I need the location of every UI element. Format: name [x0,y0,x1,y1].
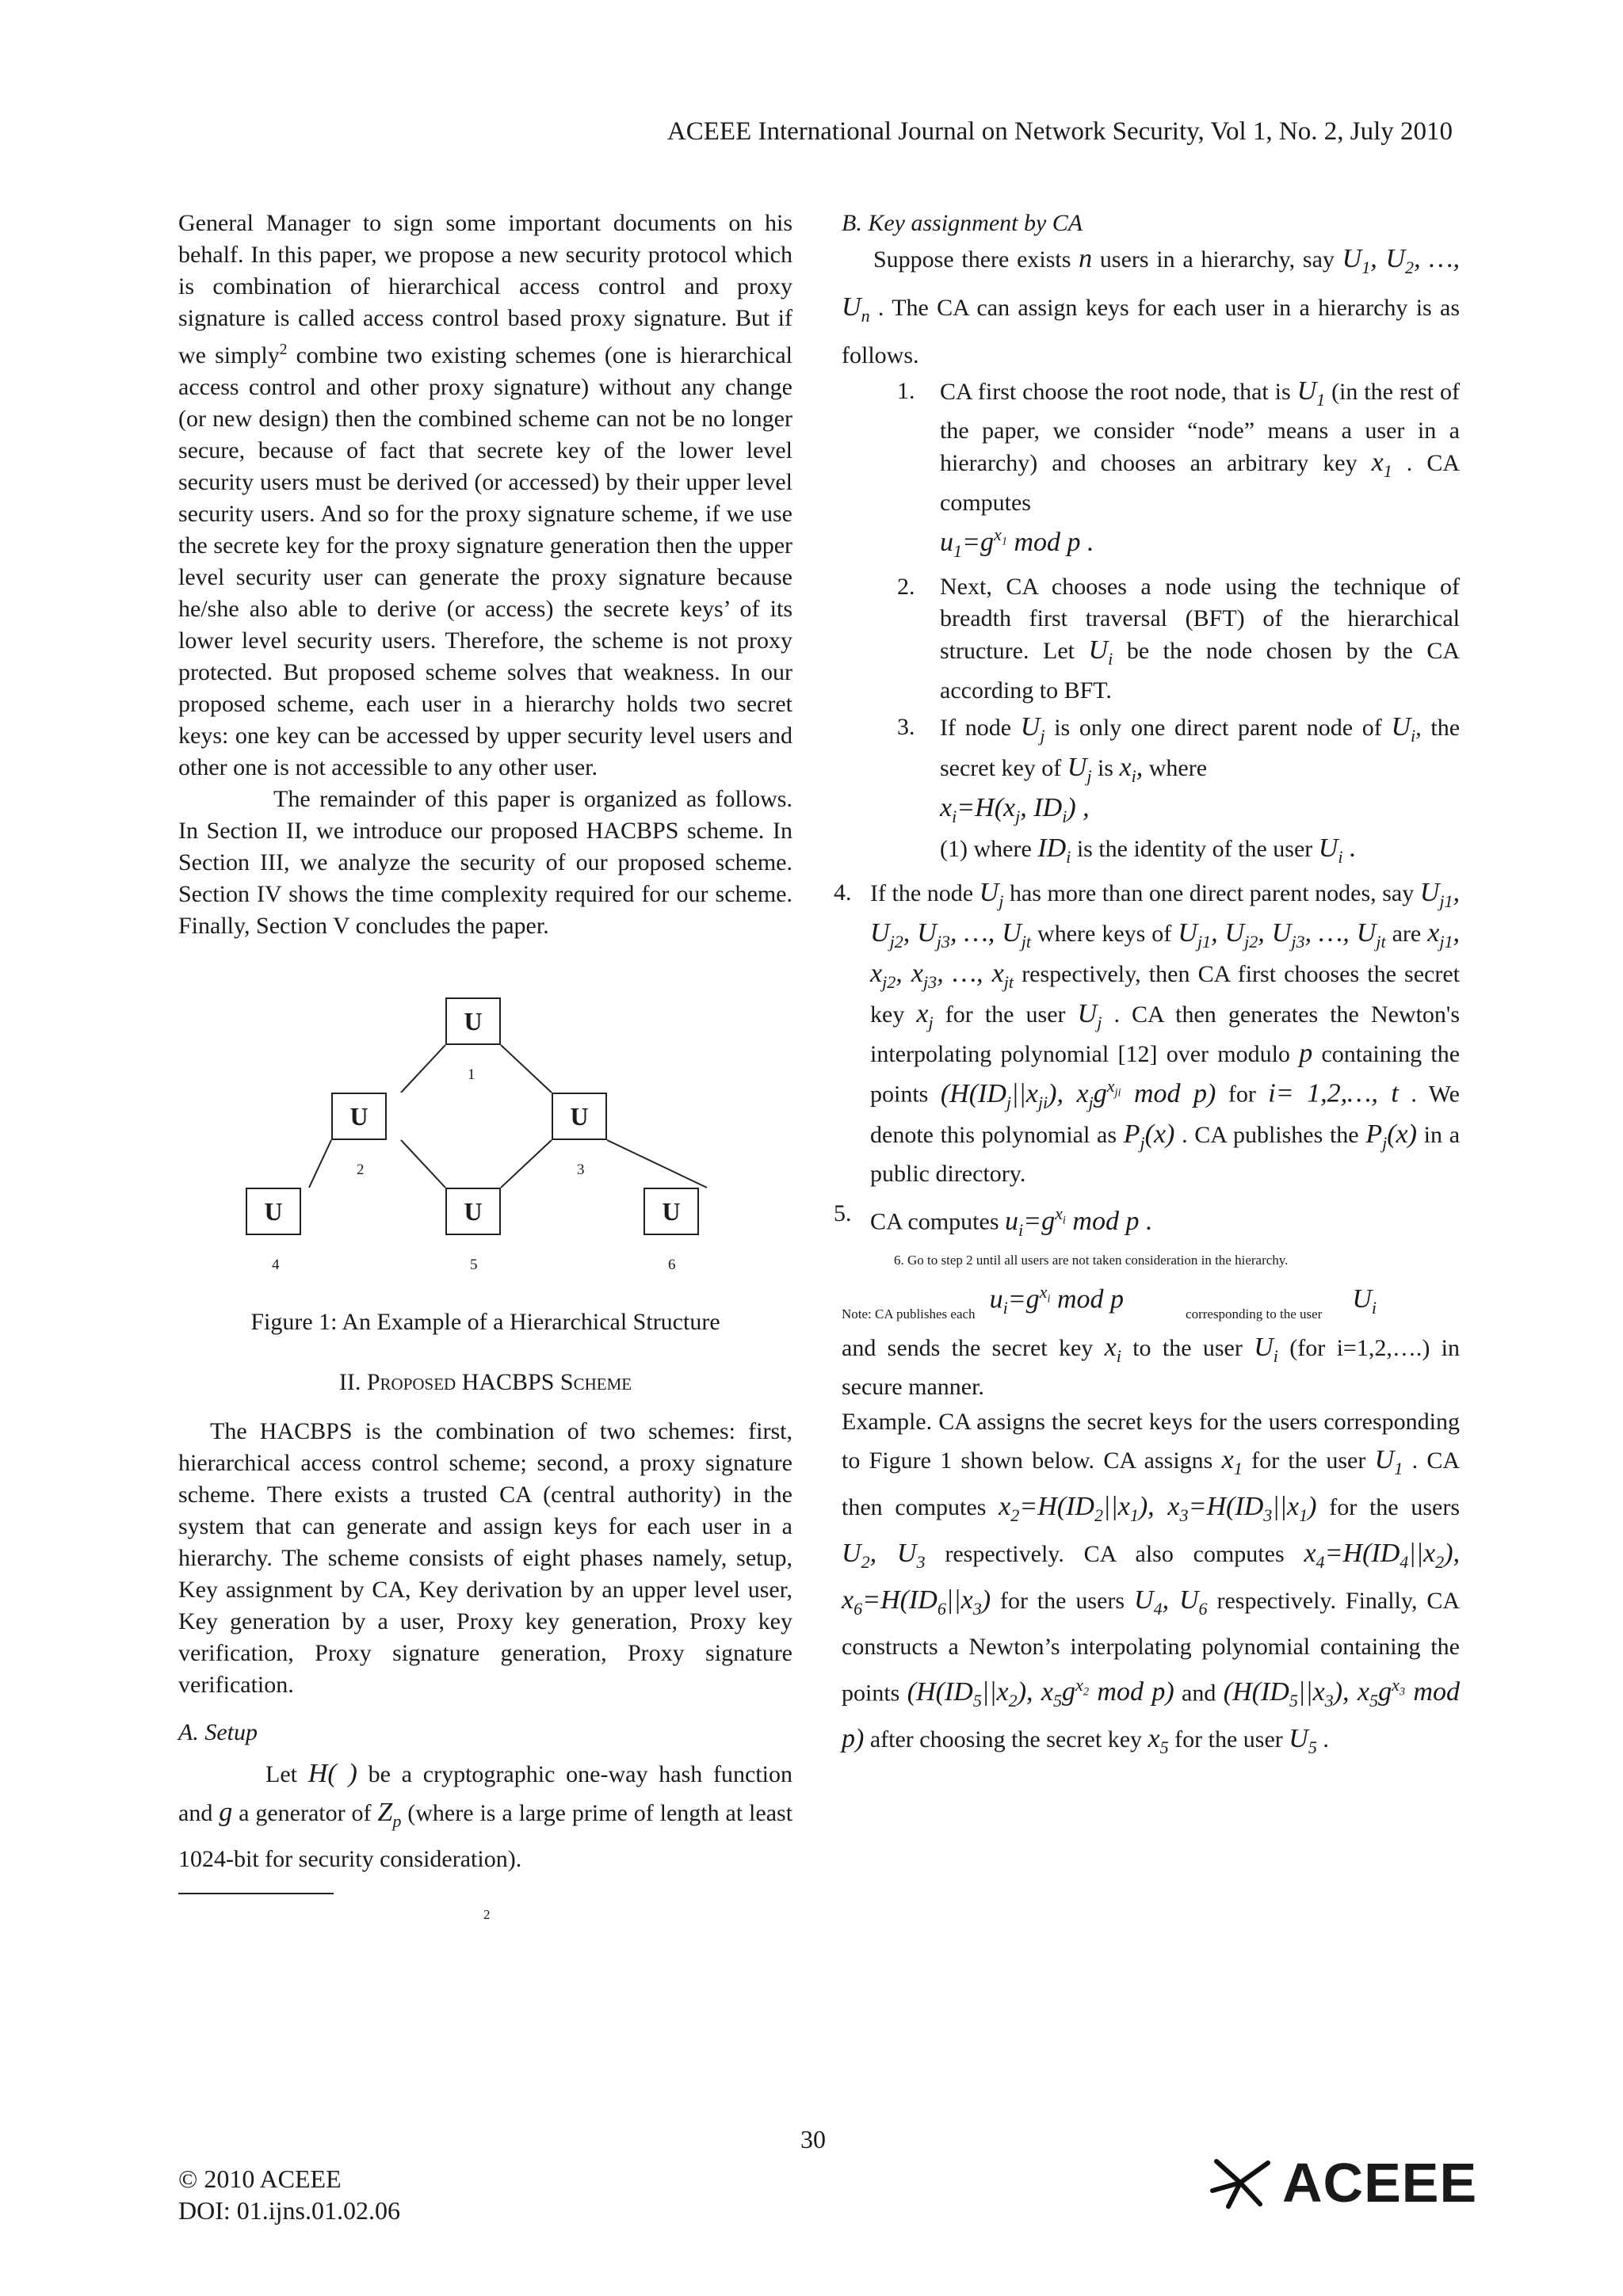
step-2: 2. Next, CA chooses a node using the technique of breadth first traversal (BFT) of the hierarchical structure. Let $U_i$ be the node chosen by the CA according to BFT. [897,574,1461,704]
node-label-1: 1 [468,1066,475,1083]
section-title: II. Proposed HACBPS Scheme [338,1369,632,1395]
node-u3: U [552,1093,607,1140]
right-column [834,208,1461,1767]
page-number: 30 [800,2125,826,2153]
aceee-logo-icon [1205,2155,1276,2210]
example-paragraph: Example. CA assigns the secret keys for the users corresponding to Figure 1 shown below. CA assigns $x_1$ for the user $U_1$ . CA then computes $x_2=H(ID_2||x_1)$, $x_3=H(ID_3||x_1)$ for the users $U_2$, $U_3$ respectively. CA also computes $x_4=H(ID_4||x_2)$, $x_6=H(ID_6||x_3)$ for the users $U_4$, $U_6$ respectively. Finally, CA constructs a Newton’s interpolating polynomial containing the points ($H(ID_5||x_2)$, $x_5g^{x_2}$ mod p) and ($H(ID_5||x_3)$, $x_5g^{x_3}$ mod p) after choosing the secret key $x_5$ for the user $U_5$ . [842,1409,1461,1757]
node-label-3: 3 [577,1161,585,1178]
scheme-paragraph: The HACBPS is the combination of two schemes: first, hierarchical access control scheme; second, a proxy signature scheme. There exists a trusted CA (central authority) in the system that can generate and assign keys for each user in a hierarchy. The scheme consists of eight phases namely, setup, Key assignment by CA, Key derivation by an upper level user, Key generation by a user, Proxy key generation, Proxy key verification, Proxy signature generation, Proxy signature verification. [178,1418,792,1698]
node-label-2: 2 [357,1161,365,1178]
key-assignment-heading: B. Key assignment by CA [842,210,1083,236]
hierarchy-figure [178,966,792,1291]
intro-paragraph: General Manager to sign some important documents on his behalf. In this paper, we propose a new security protocol which is combination of hierarchical access control and proxy signature is called access control based proxy signature. But if we simply$^2$ combine two existing schemes (one is hierarchical access control and other proxy signature) without any change (or new design) then the combined scheme can not be no longer secure, because of fact that secrete key of the lower level security users must be derived (or accessed) by their upper level security users. And so for the proxy signature scheme, if we use the secrete key for the proxy signature generation then the upper level security user can generate the proxy signature because he/she also able to derive (or access) the secrete keys’ of its lower level security users. Therefore, the scheme is not proxy protected. But proposed scheme solves that weakness. In our proposed scheme, each user in a hierarchy holds two secret keys: one key can be accessed by upper security level users and other one is not accessible to any other user. [178,210,792,780]
step-5: 5. CA computes $u_i=g^{x_i}$ mod p . [834,1200,1153,1240]
key-assignment-steps [842,376,1460,873]
send-paragraph: and sends the secret key $x_i$ to the user $U_i$ (for i=1,2,….) in secure manner. [842,1332,1460,1401]
node-u4: U [246,1188,301,1235]
organization-paragraph: The remainder of this paper is organized as follows. In Section II, we introduce our proposed HACBPS scheme. In Section III, we analyze the security of our proposed scheme. Section IV shows the time complexity required for our scheme. Finally, Section V concludes the paper. [178,786,792,939]
key-assignment-steps-cont [818,877,1460,1245]
footnote-number: 2 [483,1906,491,1922]
left-column [178,208,792,1931]
footnote-ref: 2 [279,341,288,358]
node-label-4: 4 [272,1257,280,1273]
aceee-logo [1205,2151,1477,2214]
node-u1: U [445,997,501,1045]
note-line: Note: CA publishes each $u_i=g^{x_i}$ mod p corresponding to the user $U_i$ [842,1281,1377,1322]
step-3: 3. If node $U_j$ is only one direct parent node of $U_i$, the secret key of $U_j$ is $x_i$, where $x_i=H(x_j$, $ID_i$) , (1) where $ID_i$ is the identity of the user $U_i$ . [897,712,1461,867]
node-u2: U [331,1093,387,1140]
footnote-rule [178,1893,334,1894]
node-u6: U [643,1188,699,1235]
step-1: 1. CA first choose the root node, that is $U_1$ (in the rest of the paper, we consider “node” means a user in a hierarchy) and chooses an arbitrary key $x_1$ . CA computes $u_1=g^{x_1}$ mod p . [897,376,1461,561]
step-4: 4. If the node $U_j$ has more than one direct parent nodes, say $U_{j1}$, $U_{j2}$, $U_{j3}$, …, $U_{jt}$ where keys of $U_{j1}$, $U_{j2}$, $U_{j3}$, …, $U_{jt}$ are $x_{j1}$, $x_{j2}$, $x_{j3}$, …, $x_{jt}$ respectively, then CA first chooses the secret key $x_j$ for the user $U_j$ . CA then generates the Newton's interpolating polynomial [12] over modulo p containing the points ($H(ID_j||x_{ji})$, $x_jg^{x_{ji}}$ mod p) for i= 1,2,…, t . We denote this polynomial as $P_j(x)$ . CA publishes the $P_j(x)$ in a public directory. [834,878,1461,1188]
node-label-6: 6 [668,1257,676,1273]
setup-heading: A. Setup [178,1719,258,1745]
running-header: ACEEE International Journal on Network Security, Vol 1, No. 2, July 2010 [666,117,1453,146]
key-assignment-intro: Suppose there exists n users in a hierarchy, say $U_1$, $U_2$, …, $U_n$ . The CA can assign keys for each user in a hierarchy is as follows. [842,244,1461,368]
footer-copyright: © 2010 ACEEE DOI: 01.ijns.01.02.06 [178,2164,400,2225]
figure-caption: Figure 1: An Example of a Hierarchical Structure [250,1309,720,1335]
node-u5: U [445,1188,501,1235]
node-label-5: 5 [470,1257,478,1273]
setup-paragraph: Let H( ) be a cryptographic one-way hash function and g a generator of $Z_p$ (where is a large prime of length at least 1024-bit for security consideration). [178,1759,793,1872]
step-6: 6. Go to step 2 until all users are not taken consideration in the hierarchy. [894,1252,1289,1268]
aceee-logo-text: ACEEE [1282,2152,1478,2214]
